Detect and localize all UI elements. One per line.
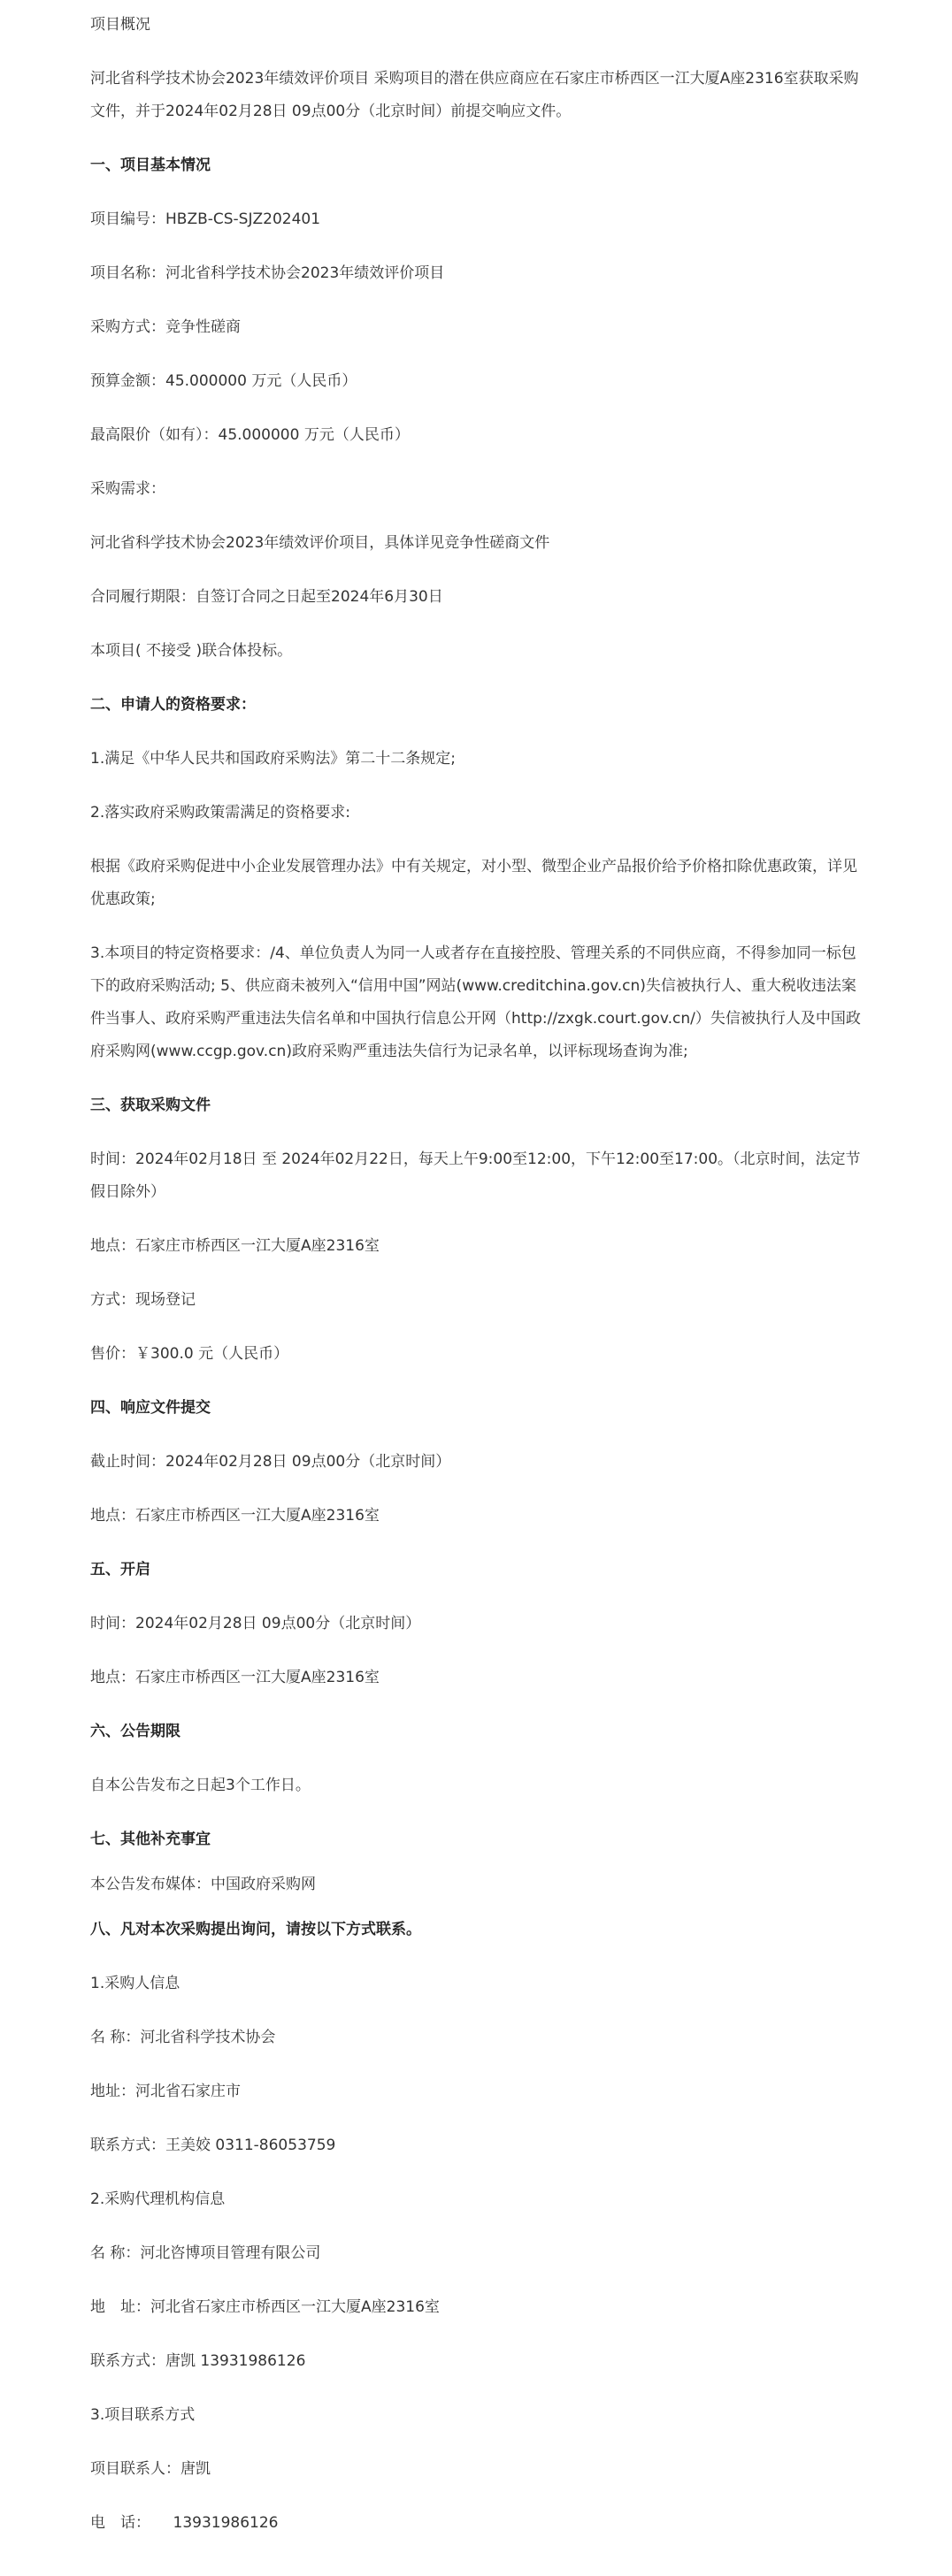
demand-label: 采购需求： bbox=[90, 480, 165, 498]
overview-title: 项目概况 bbox=[90, 16, 150, 34]
max-price: 最高限价（如有）：45.000000 万元（人民币） bbox=[90, 426, 410, 444]
document-way: 方式：现场登记 bbox=[90, 1291, 196, 1309]
purchaser-name: 名 称：河北省科学技术协会 bbox=[90, 2029, 276, 2046]
budget-amount: 预算金额：45.000000 万元（人民币） bbox=[90, 372, 357, 390]
purchaser-contact: 联系方式：王美姣 0311-86053759 bbox=[90, 2136, 336, 2154]
procurement-method: 采购方式：竞争性磋商 bbox=[90, 318, 241, 336]
purchaser-title: 1.采购人信息 bbox=[90, 1975, 180, 1992]
project-number: 项目编号：HBZB-CS-SJZ202401 bbox=[90, 210, 321, 228]
purchaser-address: 地址：河北省石家庄市 bbox=[90, 2083, 241, 2100]
project-contact-title: 3.项目联系方式 bbox=[90, 2406, 196, 2424]
notice-period: 自本公告发布之日起3个工作日。 bbox=[90, 1777, 311, 1794]
demand-text: 河北省科学技术协会2023年绩效评价项目，具体详见竞争性磋商文件 bbox=[90, 534, 550, 552]
project-name: 项目名称：河北省科学技术协会2023年绩效评价项目 bbox=[90, 264, 445, 282]
project-contact-person: 项目联系人：唐凯 bbox=[90, 2460, 211, 2478]
section1-heading: 一、项目基本情况 bbox=[90, 157, 211, 174]
section2-heading: 二、申请人的资格要求： bbox=[90, 696, 256, 714]
submission-place: 地点：石家庄市桥西区一江大厦A座2316室 bbox=[90, 1507, 380, 1525]
qualification-item-1: 1.满足《中华人民共和国政府采购法》第二十二条规定; bbox=[90, 750, 456, 768]
opening-time: 时间：2024年02月28日 09点00分（北京时间） bbox=[90, 1615, 421, 1632]
opening-place: 地点：石家庄市桥西区一江大厦A座2316室 bbox=[90, 1669, 380, 1686]
qualification-item-2: 2.落实政府采购政策需满足的资格要求: bbox=[90, 804, 350, 822]
section5-heading: 五、开启 bbox=[90, 1561, 150, 1578]
document-place: 地点：石家庄市桥西区一江大厦A座2316室 bbox=[90, 1237, 380, 1255]
submission-deadline: 截止时间：2024年02月28日 09点00分（北京时间） bbox=[90, 1453, 451, 1471]
document-time: 时间：2024年02月18日 至 2024年02月22日，每天上午9:00至12:00，下午12:00至17:00。（北京时间，法定节假日除外） bbox=[90, 1150, 861, 1201]
consortium-note: 本项目( 不接受 )联合体投标。 bbox=[90, 642, 293, 660]
project-contact-phone: 电 话： 13931986126 bbox=[90, 2514, 279, 2532]
agency-name: 名 称：河北咨博项目管理有限公司 bbox=[90, 2244, 321, 2262]
announcement-document bbox=[90, 0, 869, 2540]
qualification-item-3: 3.本项目的特定资格要求：/4、单位负责人为同一人或者存在直接控股、管理关系的不同供应商，不得参加同一标包下的政府采购活动; 5、供应商未被列入“信用中国”网站(www.creditchina.gov.cn)失信被执行人、重大税收违法案件当事人、政府采购严重违法失信名单和中国执行信息公开网（http://zxgk.court.gov.cn/）失信被执行人及中国政府采购网(www.ccgp.gov.cn)政府采购严重违法失信行为记录名单，以评标现场查询为准; bbox=[90, 944, 861, 1060]
section6-heading: 六、公告期限 bbox=[90, 1723, 180, 1740]
agency-address: 地 址：河北省石家庄市桥西区一江大厦A座2316室 bbox=[90, 2298, 440, 2316]
sme-policy: 根据《政府采购促进中小企业发展管理办法》中有关规定，对小型、微型企业产品报价给予价格扣除优惠政策，详见优惠政策; bbox=[90, 858, 857, 908]
section3-heading: 三、获取采购文件 bbox=[90, 1097, 211, 1114]
section8-heading: 八、凡对本次采购提出询问，请按以下方式联系。 bbox=[90, 1921, 421, 1938]
agency-contact: 联系方式：唐凯 13931986126 bbox=[90, 2352, 306, 2370]
agency-title: 2.采购代理机构信息 bbox=[90, 2190, 226, 2208]
section4-heading: 四、响应文件提交 bbox=[90, 1399, 211, 1417]
document-price: 售价：￥300.0 元（人民币） bbox=[90, 1345, 289, 1363]
section7-heading: 七、其他补充事宜 bbox=[90, 1831, 211, 1848]
contract-period: 合同履行期限：自签订合同之日起至2024年6月30日 bbox=[90, 588, 443, 606]
publication-media: 本公告发布媒体：中国政府采购网 bbox=[90, 1876, 316, 1893]
overview-intro: 河北省科学技术协会2023年绩效评价项目 采购项目的潜在供应商应在石家庄市桥西区一江大厦A座2316室获取采购文件，并于2024年02月28日 09点00分（北京时间）前提交响应文件。 bbox=[90, 70, 859, 120]
